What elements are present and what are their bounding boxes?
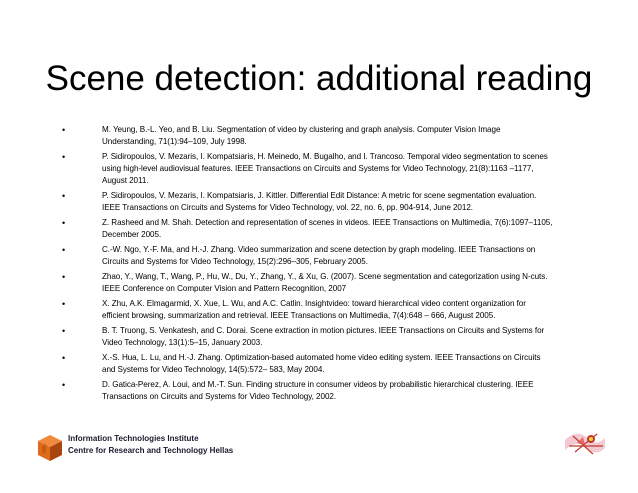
reference-item xyxy=(0,124,638,148)
european-flag-logo-icon xyxy=(563,426,607,458)
reference-text: Z. Rasheed and M. Shah. Detection and representation of scenes in videos. IEEE Transactions on Multimedia, 7(6):1097–1105, December 2005. xyxy=(102,218,553,239)
institute-caption xyxy=(68,433,233,457)
reference-text: C.-W. Ngo, Y.-F. Ma, and H.-J. Zhang. Video summarization and scene detection by graph modeling. IEEE Transactions on Circuits and Systems for Video Technology, 15(2):296–305, February 2005. xyxy=(102,245,536,266)
reference-item xyxy=(0,190,638,214)
bullet-icon: • xyxy=(62,299,66,309)
bullet-icon: • xyxy=(62,191,66,201)
bullet-icon: • xyxy=(62,380,66,390)
bullet-icon: • xyxy=(62,152,66,162)
reference-text: P. Sidiropoulos, V. Mezaris, I. Kompatsiaris, J. Kittler. Differential Edit Distance: A metric for scene segmentation evaluation. IEEE Transactions on Circuits and Systems for Video Technology, vol. 22, no. 6, pp. 904-914, June 2012. xyxy=(102,191,537,212)
centre-name: Centre for Research and Technology Hellas xyxy=(68,446,234,455)
slide-title: Scene detection: additional reading xyxy=(45,59,593,98)
reference-text: B. T. Truong, S. Venkatesh, and C. Dorai. Scene extraction in motion pictures. IEEE Transactions on Circuits and Systems for Video Technology, 13(1):5–15, January 2003. xyxy=(102,326,545,347)
reference-item xyxy=(0,379,638,403)
bullet-icon: • xyxy=(62,125,66,135)
reference-item xyxy=(0,325,638,349)
reference-item xyxy=(0,298,638,322)
reference-text: Zhao, Y., Wang, T., Wang, P., Hu, W., Du, Y., Zhang, Y., & Xu, G. (2007). Scene segmentation and categorization using N-cuts. IEEE Conference on Computer Vision and Pattern Recognition, 2007 xyxy=(102,272,548,293)
orange-cube-icon xyxy=(36,432,64,462)
bullet-icon: • xyxy=(62,245,66,255)
reference-item xyxy=(0,352,638,376)
reference-text: M. Yeung, B.-L. Yeo, and B. Liu. Segmentation of video by clustering and graph analysis. Computer Vision Image Understanding, 71(1):94–109, July 1998. xyxy=(102,125,501,146)
reference-text: X. Zhu, A.K. Elmagarmid, X. Xue, L. Wu, and A.C. Catlin. Insightvideo: toward hierarchical video content organization for efficient browsing, summarization and retrieval. IEEE Transactions on Multimedia, 7(4):648 – 666, August 2005. xyxy=(102,299,526,320)
reference-text: D. Gatica-Perez, A. Loui, and M.-T. Sun. Finding structure in consumer videos by probabilistic hierarchical clustering. IEEE Transactions on Circuits and Systems for Video Technology, 2002. xyxy=(102,380,534,401)
reference-text: X.-S. Hua, L. Lu, and H.-J. Zhang. Optimization-based automated home video editing system. IEEE Transactions on Circuits and Systems for Video Technology, 14(5):572– 583, May 2004. xyxy=(102,353,541,374)
reference-item xyxy=(0,151,638,187)
reference-item xyxy=(0,217,638,241)
bullet-icon: • xyxy=(62,272,66,282)
institute-name: Information Technologies Institute xyxy=(68,434,199,443)
reference-item xyxy=(0,244,638,268)
bullet-icon: • xyxy=(62,326,66,336)
reference-list xyxy=(0,124,638,406)
reference-item xyxy=(0,271,638,295)
bullet-icon: • xyxy=(62,353,66,363)
bullet-icon: • xyxy=(62,218,66,228)
reference-text: P. Sidiropoulos, V. Mezaris, I. Kompatsiaris, H. Meinedo, M. Bugalho, and I. Trancoso. Temporal video segmentation to scenes using high-level audiovisual features. IEEE Transactions on Circuits and Systems for Video Technology, 21(8):1163 –1177, August 2011. xyxy=(102,152,548,185)
